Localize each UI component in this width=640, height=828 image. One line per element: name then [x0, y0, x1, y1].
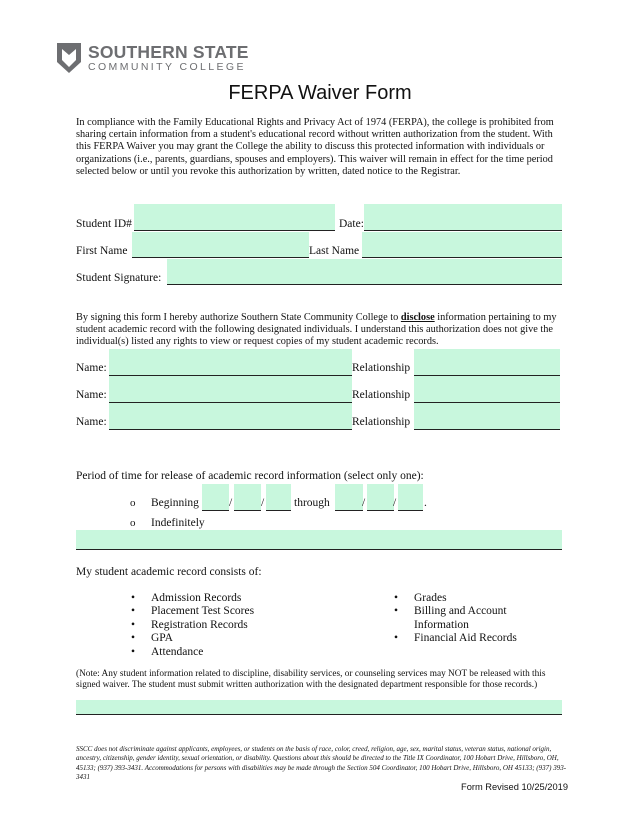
period-comment-field[interactable] [76, 530, 562, 549]
period-comment-line [76, 549, 562, 550]
bullet-icon: • [131, 645, 136, 658]
end-year-field[interactable] [398, 484, 423, 510]
end-year-line [398, 510, 423, 511]
student-id-field[interactable] [134, 204, 335, 230]
record-list-right [394, 592, 534, 646]
designee-3-relationship-line [414, 429, 560, 430]
list-item: • Attendance [131, 645, 204, 658]
begin-year-line [266, 510, 291, 511]
authorization-text-end: information pertaining to my student academic record with the following designated individuals. I understand this authorization does not give the individual(s) listed any rights to view or request copies of my student academic records. [76, 312, 557, 348]
student-id-label: Student ID# [76, 218, 132, 230]
begin-month-field[interactable] [202, 484, 229, 510]
list-item: • Financial Aid Records [394, 632, 517, 645]
logo-title: SOUTHERN STATE [88, 42, 249, 62]
signature-line [167, 284, 562, 285]
bullet-icon: • [394, 605, 399, 618]
authorization-text-start: By signing this form I hereby authorize Southern State Community College to [76, 312, 401, 323]
date-range-period: . [424, 497, 427, 509]
last-name-label: Last Name [309, 245, 360, 257]
begin-day-line [234, 510, 261, 511]
first-name-label: First Name [76, 245, 128, 257]
signature-label: Student Signature: [76, 272, 162, 284]
student-id-line [134, 230, 335, 231]
end-month-field[interactable] [335, 484, 366, 510]
designee-2-relationship-field[interactable] [414, 376, 560, 402]
indefinitely-label: Indefinitely [151, 517, 205, 529]
page-title: FERPA Waiver Form [228, 82, 412, 104]
designee-1-name-field[interactable] [109, 349, 352, 375]
designee-1-relationship-label: Relationship [352, 362, 411, 374]
end-slash-2: / [393, 497, 397, 509]
designee-3-name-label: Name: [76, 416, 107, 428]
list-item: • GPA [131, 632, 173, 645]
bullet-icon: • [131, 605, 136, 618]
note-field[interactable] [76, 700, 562, 714]
signature-field[interactable] [167, 259, 562, 284]
begin-slash-1: / [229, 497, 233, 509]
authorization-paragraph [76, 312, 566, 349]
designee-1-relationship-field[interactable] [414, 349, 560, 375]
begin-slash-2: / [261, 497, 265, 509]
beginning-label: Beginning [151, 497, 199, 509]
end-slash-1: / [362, 497, 366, 509]
intro-paragraph: In compliance with the Family Educational Rights and Privacy Act of 1974 (FERPA), the college is prohibited from sharing certain information from a student's educational record without written authorization from the student. With this FERPA Waiver you may grant the College the ability to discuss this protected information with individuals or organizations (i.e., parents, guardians, spouses and employers). This waiver will remain in effect for the time period selected below or until you revoke this authorization by written, dated notice to the Registrar. [76, 117, 554, 177]
end-day-line [367, 510, 394, 511]
list-item: • Admission Records [131, 592, 242, 604]
bullet-icon: • [131, 632, 136, 645]
college-shield-icon [55, 41, 83, 75]
list-item: • Registration Records [131, 618, 248, 631]
end-month-line [335, 510, 363, 511]
form-revision-date: Form Revised 10/25/2019 [461, 782, 568, 792]
designee-2-relationship-label: Relationship [352, 389, 411, 401]
bullet-icon: • [131, 592, 136, 604]
nondiscrimination-disclaimer: SSCC does not discriminate against applicants, employees, or students on the basis of race, color, creed, religion, age, sex, marital status, veteran status, national origin, ancestry, citizenship, gender identity, sexual orientation, or disability. Questions about this should be directed to the Title IX Coordinator, 100 Hobart Drive, Hillsboro, OH, 45133; (937) 393-3431. Accommodations for persons with disabilities may be made through the Section 504 Coordinator, 100 Hobart Drive, Hillsboro, OH 45133; (937) 393-3431 [76, 745, 567, 781]
beginning-radio[interactable]: o [130, 497, 136, 509]
begin-year-field[interactable] [266, 484, 291, 510]
designee-3-relationship-label: Relationship [352, 416, 411, 428]
designee-3-name-line [109, 429, 352, 430]
indefinitely-radio[interactable]: o [130, 517, 136, 529]
designee-1-name-label: Name: [76, 362, 107, 374]
first-name-field[interactable] [132, 232, 309, 257]
last-name-field[interactable] [362, 232, 562, 257]
date-line [364, 230, 562, 231]
logo-subtitle: COMMUNITY COLLEGE [88, 61, 246, 73]
end-day-field[interactable] [367, 484, 397, 510]
date-label: Date: [339, 218, 364, 230]
designee-3-name-field[interactable] [109, 403, 352, 429]
disclose-emphasis: disclose [400, 312, 435, 323]
first-name-line [132, 257, 309, 258]
last-name-line [362, 257, 562, 258]
note-line [76, 714, 562, 715]
date-field[interactable] [364, 204, 562, 230]
period-label: Period of time for release of academic record information (select only one): [76, 470, 424, 482]
bullet-icon: • [394, 592, 399, 604]
list-item: • Placement Test Scores [131, 605, 255, 618]
begin-day-field[interactable] [234, 484, 261, 510]
note-paragraph: (Note: Any student information related to discipline, disability services, or counseling services may NOT be released with this signed waiver. The student must submit written authorization with the designated department responsible for those records.) [76, 669, 546, 691]
list-item: • Grades [394, 592, 447, 604]
designee-2-name-field[interactable] [109, 376, 352, 402]
list-item: • Billing and Account Information [394, 605, 507, 631]
begin-month-line [202, 510, 229, 511]
designee-2-name-label: Name: [76, 389, 107, 401]
bullet-icon: • [131, 618, 136, 631]
bullet-icon: • [394, 632, 399, 645]
record-list-left [131, 592, 331, 659]
through-label: through [294, 497, 330, 509]
record-heading: My student academic record consists of: [76, 566, 262, 578]
designee-3-relationship-field[interactable] [414, 403, 560, 429]
